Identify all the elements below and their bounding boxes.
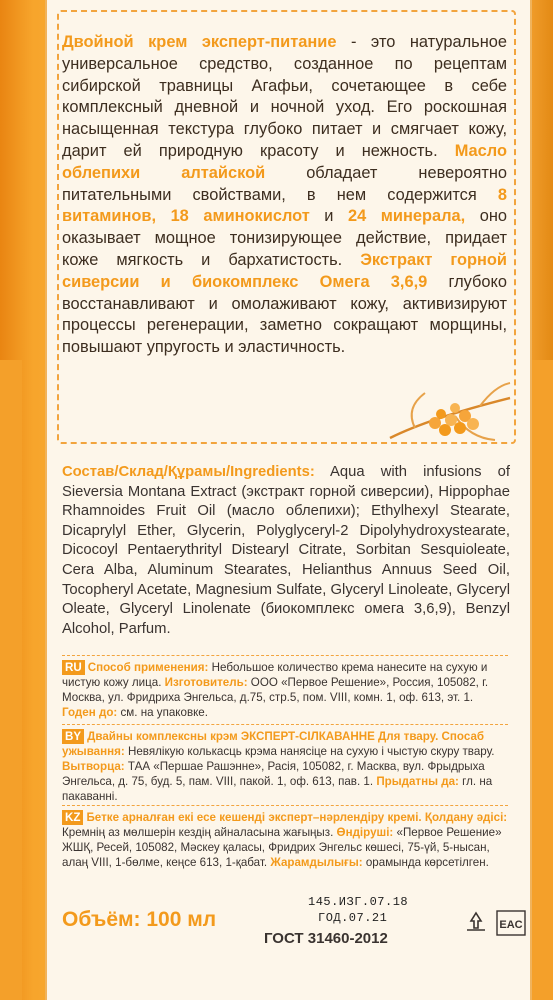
usage-label: Қолдану әдісі: bbox=[424, 811, 508, 824]
expiry-label: Жарамдылығы: bbox=[270, 856, 363, 869]
section-divider bbox=[62, 805, 508, 806]
expiry-text: гл. на пакаванні. bbox=[62, 775, 493, 803]
manufacture-date-stamp: 145.ИЗГ.07.18 bbox=[308, 895, 409, 909]
description-highlight: 8 витаминов, 18 аминокислот bbox=[62, 185, 507, 226]
manufacturer-label: Вытворца: bbox=[62, 760, 125, 773]
eac-mark-icon bbox=[496, 910, 526, 936]
product-description bbox=[62, 32, 507, 359]
manufacturer-text: ТАА «Першае Рашэнне», Расія, 105082, г. Масква, вул. Фрыдрыха Энгельса, д. 75, буд. 5, пам. VIII, пакой. 1, оф. 613, пав. 1. bbox=[62, 760, 485, 788]
sea-buckthorn-icon bbox=[385, 378, 515, 456]
kz-section bbox=[62, 810, 508, 870]
description-text: оно оказывает мощное тонизирующее действие, придает коже мягкость и бархатистость. bbox=[62, 207, 507, 269]
manufacturer-text: «Первое Решение» ЖШҚ, Ресей, 105082, Мәскеу қаласы, Фридрих Энгельс көшесі, 75-үй, 5-нысан, алаң VIII, 1-бөлме, кеңсе 613, 1-қабат. bbox=[62, 826, 502, 869]
ingredients-text: Aqua with infusions of Sieversia Montana Extract (экстракт горной сиверсии), Hippophae Rhamnoides Fruit Oil (масло облепихи); Ethylhexyl Stearate, Dicaprylyl Ether, Glycerin, Polyglyceryl-2 Dipolyhydroxystearate, Dicocoyl Pentaerythrityl Distearyl Citrate, Sorbitan Sesquioleate, Cera Alba, Aluminum Stearates, Helianthus Annuus Seed Oil, Tocopheryl Acetate, Magnesium Sulfate, Glyceryl Linoleate, Glyceryl Oleate, Glyceryl Linolenate (биокомплекс омега 3,6,9), Benzyl Alcohol, Parfum. bbox=[62, 464, 510, 637]
description-text: глубоко восстанавливают и омолаживают кожу, активизируют процессы регенерации, заметно сокращают морщины, повышают упругость и эластичность. bbox=[62, 272, 508, 357]
box-right-flap bbox=[531, 360, 553, 1000]
usage-label: Способ применения: bbox=[87, 661, 209, 674]
expiry-text: орамында көрсетілген. bbox=[362, 856, 489, 869]
description-highlight: Двойной крем эксперт-питание bbox=[62, 33, 337, 51]
expiry-text: см. на упаковке. bbox=[117, 706, 208, 719]
ingredients-list bbox=[62, 463, 510, 639]
description-text: - это натуральное универсальное средство, созданное по рецептам сибирской травницы Агафьи, сочетающее в себе комплексный дневной и ночной уход. Его роскошная насыщенная текстура глубоко питает и смягчает кожу, дарит ей природную красоту и нежность. bbox=[62, 33, 507, 160]
ru-section bbox=[62, 660, 508, 720]
description-text: обладает невероятно питательными свойствами, в нем содержится bbox=[62, 163, 507, 204]
section-divider bbox=[62, 655, 508, 656]
section-divider bbox=[62, 724, 508, 725]
by-title: Двайны комплексны крэм ЭКСПЕРТ-СІЛКАВАННЕ Для твару. Спосаб ужывання: bbox=[62, 730, 485, 758]
language-tag-by: BY bbox=[62, 729, 84, 744]
gost-standard: ГОСТ 31460-2012 bbox=[264, 930, 388, 947]
description-text: и bbox=[309, 207, 348, 226]
usage-text: Кремнің аз мөлшерін кездің айналасына жағыңыз. bbox=[62, 826, 334, 839]
eac-mark-text: EAC bbox=[499, 919, 523, 931]
recycle-icon bbox=[463, 910, 489, 936]
manufacturer-label: Изготовитель: bbox=[164, 676, 248, 689]
manufacturer-text: ООО «Первое Решение», Россия, 105082, г. Москва, ул. Фридриха Энгельса, д.75, стр.5, пом. VIII, комн. 1, оф. 613, эт. 1. bbox=[62, 676, 489, 704]
kz-title: Бетке арналған екі есе кешенді эксперт–нәрлендіру кремі. bbox=[86, 811, 422, 824]
language-tag-kz: KZ bbox=[62, 810, 83, 825]
manufacturer-label: Өндіруші: bbox=[336, 826, 394, 839]
expiry-date-stamp: ГОД.07.21 bbox=[318, 911, 388, 925]
language-tag-ru: RU bbox=[62, 660, 85, 675]
description-highlight: 24 минерала, bbox=[348, 207, 466, 226]
description-highlight: Масло облепихи алтайской bbox=[62, 141, 507, 182]
volume-label: Объём: 100 мл bbox=[62, 908, 217, 931]
box-left-flap bbox=[0, 360, 22, 1000]
usage-text: Невялікую колькасць крэма нанясіце на сухую і чыстую скуру твару. bbox=[124, 745, 495, 758]
usage-text: Небольшое количество крема нанесите на сухую и чистую кожу лица. bbox=[62, 661, 488, 689]
expiry-label: Прыдатны да: bbox=[376, 775, 459, 788]
by-section bbox=[62, 729, 508, 804]
description-highlight: Экстракт горной сиверсии и биокомплекс Омега 3,6,9 bbox=[62, 250, 507, 291]
expiry-label: Годен до: bbox=[62, 706, 118, 719]
ingredients-heading: Состав/Склад/Құрамы/Ingredients: bbox=[62, 464, 315, 480]
